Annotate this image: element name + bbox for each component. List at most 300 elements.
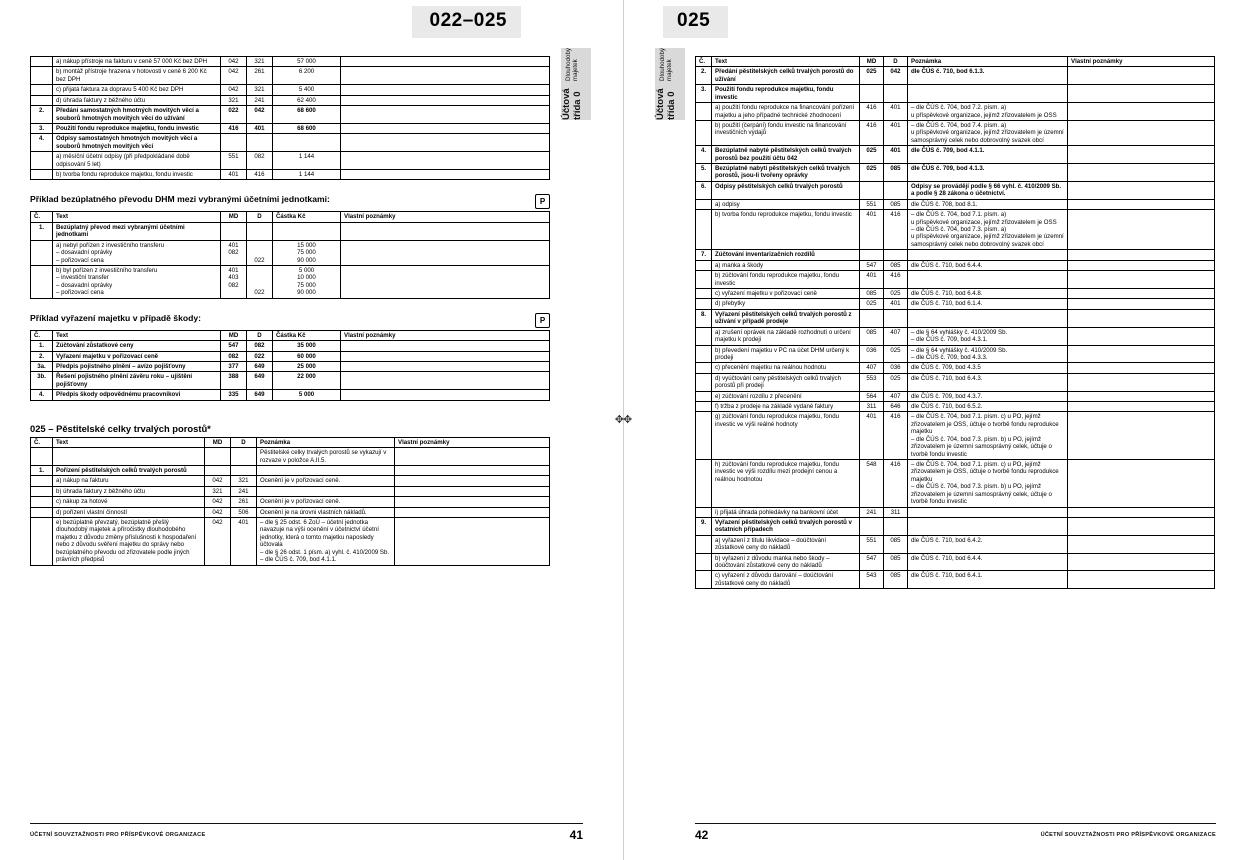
- table-cell: [231, 465, 257, 475]
- table-cell: 261: [231, 497, 257, 507]
- table-cell: [696, 412, 712, 460]
- table-row: [696, 412, 1215, 460]
- table-cell: b) zúčtování fondu reprodukce majetku, fondu investic: [712, 271, 860, 289]
- table-cell: 547: [860, 553, 884, 571]
- page-right: [633, 0, 1246, 860]
- table-row: [31, 372, 550, 390]
- table-cell: [31, 507, 53, 517]
- table-cell: [273, 222, 341, 240]
- table-cell: [31, 170, 53, 180]
- table-cell: [884, 309, 908, 327]
- table-cell: a) použití fondu reprodukce na financování pořízení majetku a jeho případné technické zhodnocení: [712, 103, 860, 121]
- table-cell: 416: [247, 170, 273, 180]
- column-header: Č.: [31, 330, 53, 340]
- table-row: [696, 459, 1215, 507]
- table-cell: 085: [884, 164, 908, 182]
- left-footer-text: ÚČETNÍ SOUVZTAŽNOSTI PRO PŘÍSPĚVKOVÉ ORGANIZACE: [30, 832, 206, 838]
- table-cell: 042: [205, 497, 231, 507]
- table-cell: – dle ČÚS č. 704, bod 7.2. písm. a) u příspěvkové organizace, jejímž zřizovatelem je OSS: [908, 103, 1068, 121]
- table-cell: e) bezúplatně převzatý, bezúplatně přešlý dlouhodobý majetek a příročistky dlouhodobého majetku z důvodu změny příslušnosti k hospodaření nebo z důvodu svěření majetku do správy nebo bezúplatného převodu od zřizovatele podle jiných právních předpisů: [53, 518, 205, 566]
- table-cell: dle ČÚS č. 710, bod 6.4.8.: [908, 288, 1068, 298]
- table-cell: [341, 222, 550, 240]
- table-cell: 547: [221, 341, 247, 351]
- table-cell: [341, 95, 550, 105]
- table-cell: [1068, 363, 1215, 373]
- column-header: MD: [221, 212, 247, 222]
- table-cell: a) nebyl pořízen z investičního transferu – dosavadní oprávky – pořizovací cena: [53, 240, 221, 265]
- table-cell: dle ČÚS č. 710, bod 6.1.4.: [908, 299, 1068, 309]
- table-cell: – dle § 25 odst. 6 ZoÚ – účetní jednotka navazuje na výši ocenění v účetnictví účetní jednotky, která o tomto majetku naposledy účtovala – dle § 26 odst. 1 písm. a) vyhl. č. 410/2009 Sb. – dle ČÚS č. 709, bod 4.1.1.: [257, 518, 395, 566]
- table-cell: 60 000: [273, 351, 341, 361]
- table-row: [31, 152, 550, 170]
- table-cell: c) vyřazení z důvodu darování – doúčtování zůstatkové ceny do nákladů: [712, 571, 860, 589]
- table-cell: [696, 210, 712, 250]
- section-title-025: 025 – Pěstitelské celky trvalých porostů*: [30, 422, 211, 434]
- table-row: [696, 373, 1215, 391]
- table-cell: 407: [884, 391, 908, 401]
- table-row: [31, 390, 550, 400]
- table-cell: Předpis škody odpovědnému pracovníkovi: [53, 390, 221, 400]
- table-row: [696, 309, 1215, 327]
- table-cell: [341, 266, 550, 299]
- right-tab-title: Účtová třída 0: [655, 88, 677, 120]
- table-cell: 321: [231, 476, 257, 486]
- table-cell: b) tvorba fondu reprodukce majetku, fondu investic: [53, 170, 221, 180]
- table-cell: Bezúplatně nabyté pěstitelských celků trvalých porostů bez použití účtu 042: [712, 146, 860, 164]
- table-row: [31, 134, 550, 152]
- table-cell: 042: [884, 67, 908, 85]
- table-cell: d) přebytky: [712, 299, 860, 309]
- table-cell: dle ČÚS č. 709, bod 4.1.1.: [908, 146, 1068, 164]
- table-cell: [696, 553, 712, 571]
- table-cell: [31, 57, 53, 67]
- table-cell: [860, 250, 884, 260]
- left-tab-title: Účtová třída 0: [561, 88, 583, 120]
- table-cell: 042: [205, 518, 231, 566]
- table-cell: [860, 85, 884, 103]
- column-header: D: [247, 212, 273, 222]
- table-cell: [231, 448, 257, 466]
- table-cell: 551: [221, 152, 247, 170]
- table-cell: [908, 85, 1068, 103]
- table-cell: 085: [860, 288, 884, 298]
- table-cell: [884, 181, 908, 199]
- table-cell: [884, 85, 908, 103]
- table-cell: 1.: [31, 222, 53, 240]
- table-cell: [1068, 103, 1215, 121]
- table-cell: a) měsíční účetní odpisy (při předpokládané době odpisování 5 let): [53, 152, 221, 170]
- table-cell: Odpisy pěstitelských celků trvalých porostů: [712, 181, 860, 199]
- table-cell: b) tvorba fondu reprodukce majetku, fondu investic: [712, 210, 860, 250]
- table-cell: [696, 459, 712, 507]
- table-cell: 407: [884, 327, 908, 345]
- table-cell: [1068, 146, 1215, 164]
- table-cell: 649: [247, 372, 273, 390]
- table-cell: [696, 327, 712, 345]
- table-cell: 68 600: [273, 123, 341, 133]
- table-row: [696, 507, 1215, 517]
- table-cell: [860, 517, 884, 535]
- table-cell: 416: [884, 459, 908, 507]
- table-cell: b) použití (čerpání) fondu investic na financování investičních výdajů: [712, 120, 860, 145]
- table-cell: 416: [860, 120, 884, 145]
- table-row: [696, 327, 1215, 345]
- table-cell: 085: [884, 535, 908, 553]
- table-cell: [908, 309, 1068, 327]
- table-cell: [1068, 391, 1215, 401]
- table-cell: 042: [205, 507, 231, 517]
- table-cell: 025: [860, 299, 884, 309]
- page-gutter: [613, 0, 633, 860]
- table-cell: dle ČÚS č. 710, bod 6.1.3.: [908, 67, 1068, 85]
- table-cell: 1 144: [273, 170, 341, 180]
- table-cell: Ocenění je v pořizovací ceně.: [257, 476, 395, 486]
- table-cell: 407: [860, 363, 884, 373]
- table-cell: [31, 476, 53, 486]
- table-cell: 321: [205, 486, 231, 496]
- table-cell: 506: [231, 507, 257, 517]
- table-cell: [31, 266, 53, 299]
- table-cell: i) přijatá úhrada pohledávky na bankovní účet: [712, 507, 860, 517]
- table-cell: [273, 134, 341, 152]
- table-cell: c) přecenění majetku na reálnou hodnotu: [712, 363, 860, 373]
- table-cell: [1068, 250, 1215, 260]
- column-header: Text: [53, 330, 221, 340]
- table-cell: [1068, 260, 1215, 270]
- table-cell: a) nákup na fakturu: [53, 476, 205, 486]
- table-cell: dle ČÚS č. 710, bod 6.4.4.: [908, 260, 1068, 270]
- table-cell: [1068, 373, 1215, 391]
- table-cell: 25 000: [273, 361, 341, 371]
- table-cell: 416: [884, 271, 908, 289]
- table-cell: dle ČÚS č. 708, bod 8.1.: [908, 199, 1068, 209]
- table-cell: b) byl pořízen z investičního transferu – investiční transfer – dosavadní oprávky – pořizovací cena: [53, 266, 221, 299]
- table-cell: [908, 517, 1068, 535]
- table-cell: 416: [884, 210, 908, 250]
- left-tab-subtitle: Dlouhodobý majetek: [565, 48, 579, 82]
- p-mark-icon: P: [535, 194, 550, 209]
- table-cell: Bezúplatně nabytí pěstitelských celků trvalých porostů, jsou-li tvořeny oprávky: [712, 164, 860, 182]
- table-cell: 401: [860, 210, 884, 250]
- table-row: [31, 67, 550, 85]
- table-cell: [884, 517, 908, 535]
- column-header: Vlastní poznámky: [395, 437, 550, 447]
- table-cell: 416: [884, 412, 908, 460]
- table-cell: b) montáž přístroje hrazena v hotovosti v ceně 6 200 Kč bez DPH: [53, 67, 221, 85]
- table-cell: 551: [860, 199, 884, 209]
- table-cell: [884, 250, 908, 260]
- table-cell: Pořízení pěstitelských celků trvalých porostů: [53, 465, 205, 475]
- table-025-pestitelske: [30, 437, 550, 566]
- table-cell: 401 403 082: [221, 266, 247, 299]
- table-cell: [1068, 210, 1215, 250]
- table-cell: 649: [247, 361, 273, 371]
- section-title-bezuplatny-prevod: P Příklad bezúplatného převodu DHM mezi vybranými účetními jednotkami:: [30, 194, 550, 204]
- table-row: [31, 361, 550, 371]
- table-row: [31, 476, 550, 486]
- table-cell: [395, 476, 550, 486]
- table-cell: 036: [884, 363, 908, 373]
- column-header: Vlastní poznámky: [341, 212, 550, 222]
- table-cell: 4.: [696, 146, 712, 164]
- table-cell: 5.: [696, 164, 712, 182]
- table-row: [696, 288, 1215, 298]
- table-cell: Řešení pojistného plnění závěru roku – ujištění pojišťovny: [53, 372, 221, 390]
- table-cell: [247, 222, 273, 240]
- table-cell: 8.: [696, 309, 712, 327]
- table-cell: [395, 486, 550, 496]
- table-cell: Vyřazení majetku v pořizovací ceně: [53, 351, 221, 361]
- table-cell: [341, 361, 550, 371]
- table-cell: [1068, 67, 1215, 85]
- table-row: [696, 402, 1215, 412]
- table-row: [696, 103, 1215, 121]
- column-header: Text: [53, 437, 205, 447]
- table-cell: [341, 372, 550, 390]
- table-cell: [696, 288, 712, 298]
- table-cell: 6.: [696, 181, 712, 199]
- table-cell: 022: [247, 240, 273, 265]
- table-cell: 649: [247, 390, 273, 400]
- table-cell: [908, 250, 1068, 260]
- table-cell: 335: [221, 390, 247, 400]
- table-row: [31, 518, 550, 566]
- column-header: MD: [205, 437, 231, 447]
- table-cell: dle ČÚS č. 709, bod 4.1.3.: [908, 164, 1068, 182]
- table-cell: [31, 95, 53, 105]
- table-cell: 2.: [696, 67, 712, 85]
- table-cell: 57 000: [273, 57, 341, 67]
- table-cell: Použití fondu reprodukce majetku, fondu investic: [712, 85, 860, 103]
- table-cell: 551: [860, 535, 884, 553]
- table-cell: Odpisy se provádějí podle § 66 vyhl. č. 410/2009 Sb. a podle § 28 zákona o účetnictví.: [908, 181, 1068, 199]
- table-cell: dle ČÚS č. 710, bod 6.4.3.: [908, 373, 1068, 391]
- table-cell: e) zúčtování rozdílu z přecenění: [712, 391, 860, 401]
- table-cell: 025: [860, 146, 884, 164]
- table-cell: h) zúčtování fondu reprodukce majetku, fondu investic ve výši rozdílu mezi prodejní cenou a reálnou hodnotou: [712, 459, 860, 507]
- table-row: [31, 123, 550, 133]
- table-cell: [1068, 459, 1215, 507]
- table-cell: 401: [884, 103, 908, 121]
- table-row: [31, 106, 550, 124]
- table-cell: 15 000 75 000 90 000: [273, 240, 341, 265]
- table-cell: 042: [221, 85, 247, 95]
- left-page-header: [0, 0, 613, 48]
- table-cell: [247, 134, 273, 152]
- table-cell: 082: [221, 351, 247, 361]
- table-cell: [1068, 120, 1215, 145]
- table-cell: [696, 571, 712, 589]
- table-cell: g) zúčtování fondu reprodukce majetku, fondu investic ve výši reálné hodnoty: [712, 412, 860, 460]
- table-row: [696, 553, 1215, 571]
- table-cell: 311: [860, 402, 884, 412]
- table-cell: 22 000: [273, 372, 341, 390]
- table-cell: 62 400: [273, 95, 341, 105]
- section-title-vyrazeni-skoda: P Příklad vyřazení majetku v případě škody:: [30, 313, 550, 323]
- table-cell: 1.: [31, 465, 53, 475]
- table-cell: 6 200: [273, 67, 341, 85]
- table-cell: 548: [860, 459, 884, 507]
- table-cell: [696, 373, 712, 391]
- table-cell: 543: [860, 571, 884, 589]
- table-row: [696, 146, 1215, 164]
- table-cell: 401: [221, 170, 247, 180]
- table-cell: c) nákup za hotové: [53, 497, 205, 507]
- table-cell: [696, 391, 712, 401]
- table-cell: 5 000 10 000 75 000 90 000: [273, 266, 341, 299]
- table-cell: a) nákup přístroje na fakturu v ceně 57 000 Kč bez DPH: [53, 57, 221, 67]
- table-cell: – dle ČÚS č. 704, bod 7.1. písm. c) u PO, jejímž zřizovatelem je OSS, účtuje o tvorbě fondu reprodukce majetku – dle ČÚS č. 704, bod 7.3. písm. b) u PO, jejímž zřizovatelem je územní samosprávný celek, účtuje o tvorbě fondu investic: [908, 412, 1068, 460]
- table-cell: 022: [221, 106, 247, 124]
- left-page-number: 41: [569, 828, 583, 842]
- table-cell: 9.: [696, 517, 712, 535]
- table-cell: d) úhrada faktury z běžného účtu: [53, 95, 221, 105]
- table-cell: 085: [884, 260, 908, 270]
- table-cell: 564: [860, 391, 884, 401]
- table-cell: [1068, 402, 1215, 412]
- table-cell: Zúčtování zůstatkové ceny: [53, 341, 221, 351]
- table-cell: [696, 120, 712, 145]
- table-cell: [341, 106, 550, 124]
- table-cell: 025: [884, 288, 908, 298]
- table-cell: – dle ČÚS č. 704, bod 7.1. písm. c) u PO, jejímž zřizovatelem je OSS, účtuje o tvorbě fondu reprodukce majetku – dle ČÚS č. 704, bod 7.3. písm. b) u PO, jejímž zřizovatelem je územní samosprávný celek, účtuje o tvorbě fondu investic: [908, 459, 1068, 507]
- table-cell: [1068, 345, 1215, 363]
- table-cell: 646: [884, 402, 908, 412]
- table-cell: [341, 134, 550, 152]
- table-cell: 3a.: [31, 361, 53, 371]
- table-cell: c) vyřazení majetku v pořizovací ceně: [712, 288, 860, 298]
- table-cell: 321: [221, 95, 247, 105]
- table-cell: [696, 535, 712, 553]
- table-cell: – dle ČÚS č. 704, bod 7.4. písm. a) u příspěvkové organizace, jejímž zřizovatelem je územní samosprávný celek nebo dobrovolný svazek obcí: [908, 120, 1068, 145]
- table-cell: [31, 67, 53, 85]
- table-cell: Předání samostatných hmotných movitých věcí a souborů hmotných movitých věcí do užívání: [53, 106, 221, 124]
- column-header: Vlastní poznámky: [1068, 57, 1215, 67]
- table-cell: 401: [884, 146, 908, 164]
- table-cell: 416: [221, 123, 247, 133]
- table-cell: dle ČÚS č. 710, bod 6.4.2.: [908, 535, 1068, 553]
- table-cell: [1068, 164, 1215, 182]
- table-cell: 241: [247, 95, 273, 105]
- table-cell: [205, 448, 231, 466]
- table-cell: 025: [860, 164, 884, 182]
- table-cell: dle ČÚS č. 710, bod 6.4.1.: [908, 571, 1068, 589]
- table-cell: Odpisy samostatných hmotných movitých věcí a souborů hmotných movitých věcí: [53, 134, 221, 152]
- column-header: Č.: [31, 212, 53, 222]
- table-cell: [341, 390, 550, 400]
- table-cell: 401: [884, 120, 908, 145]
- table-cell: [1068, 517, 1215, 535]
- table-row: [696, 345, 1215, 363]
- table-row: [31, 351, 550, 361]
- table-cell: 082: [247, 341, 273, 351]
- table-cell: 35 000: [273, 341, 341, 351]
- table-cell: 042: [221, 57, 247, 67]
- table-cell: [696, 345, 712, 363]
- table-cell: 4.: [31, 390, 53, 400]
- column-header: MD: [221, 330, 247, 340]
- table-cell: [221, 134, 247, 152]
- table-row: [696, 571, 1215, 589]
- table-cell: 416: [860, 103, 884, 121]
- table-cell: dle ČÚS č. 710, bod 6.5.2.: [908, 402, 1068, 412]
- table-cell: [341, 341, 550, 351]
- table-cell: 025: [884, 345, 908, 363]
- table-cell: 401 082: [221, 240, 247, 265]
- table-cell: [1068, 309, 1215, 327]
- table-row: [696, 250, 1215, 260]
- column-header: Č.: [31, 437, 53, 447]
- table-cell: 388: [221, 372, 247, 390]
- table-cell: Pěstitelské celky trvalých porostů se vykazují v rozvaze v položce A.II.5.: [257, 448, 395, 466]
- table-cell: 401: [860, 271, 884, 289]
- table-row: [31, 266, 550, 299]
- column-header: D: [231, 437, 257, 447]
- table-cell: 241: [231, 486, 257, 496]
- table-cell: [1068, 288, 1215, 298]
- table-row: [31, 222, 550, 240]
- table-cell: [1068, 299, 1215, 309]
- table-bezuplatny-prevod: [30, 211, 550, 298]
- table-row: [696, 535, 1215, 553]
- table-row: [696, 85, 1215, 103]
- table-cell: [696, 199, 712, 209]
- table-cell: 401: [231, 518, 257, 566]
- table-row: [696, 260, 1215, 270]
- table-row: [31, 85, 550, 95]
- table-cell: [341, 57, 550, 67]
- table-cell: Bezúplatný převod mezi vybranými účetními jednotkami: [53, 222, 221, 240]
- table-row: [696, 391, 1215, 401]
- table-cell: [341, 351, 550, 361]
- table-cell: [395, 465, 550, 475]
- table-cell: 3.: [31, 123, 53, 133]
- table-cell: b) převedení majetku v PC na účet DHM určený k prodeji: [712, 345, 860, 363]
- table-row: [696, 181, 1215, 199]
- table-cell: [257, 486, 395, 496]
- table-cell: [696, 260, 712, 270]
- table-cell: 553: [860, 373, 884, 391]
- table-row: [31, 448, 550, 466]
- right-page-header: [633, 0, 1246, 48]
- table-cell: [1068, 535, 1215, 553]
- table-022-continued: [30, 56, 550, 180]
- table-cell: 025: [884, 373, 908, 391]
- table-cell: 042: [247, 106, 273, 124]
- table-row: [31, 486, 550, 496]
- table-cell: 5 000: [273, 390, 341, 400]
- table-cell: [395, 518, 550, 566]
- table-cell: – dle § 64 vyhlášky č. 410/2009 Sb. – dle ČÚS č. 709, bod 4.3.1.: [908, 327, 1068, 345]
- table-cell: 022: [247, 266, 273, 299]
- table-cell: Vyřazení pěstitelských celků trvalých porostů z užívání v případě prodeje: [712, 309, 860, 327]
- table-cell: 082: [247, 152, 273, 170]
- table-row: [31, 240, 550, 265]
- table-cell: b) úhrada faktury z běžného účtu: [53, 486, 205, 496]
- table-cell: 7.: [696, 250, 712, 260]
- table-cell: 321: [247, 85, 273, 95]
- table-cell: 2.: [31, 106, 53, 124]
- table-cell: [1068, 571, 1215, 589]
- table-row: [31, 341, 550, 351]
- table-cell: 2.: [31, 351, 53, 361]
- right-header-range: 025: [663, 6, 728, 38]
- page-left: [0, 0, 613, 860]
- table-cell: d) pořízení vlastní činností: [53, 507, 205, 517]
- table-cell: [31, 518, 53, 566]
- table-row: [696, 299, 1215, 309]
- table-cell: Ocenění je v pořizovací ceně.: [257, 497, 395, 507]
